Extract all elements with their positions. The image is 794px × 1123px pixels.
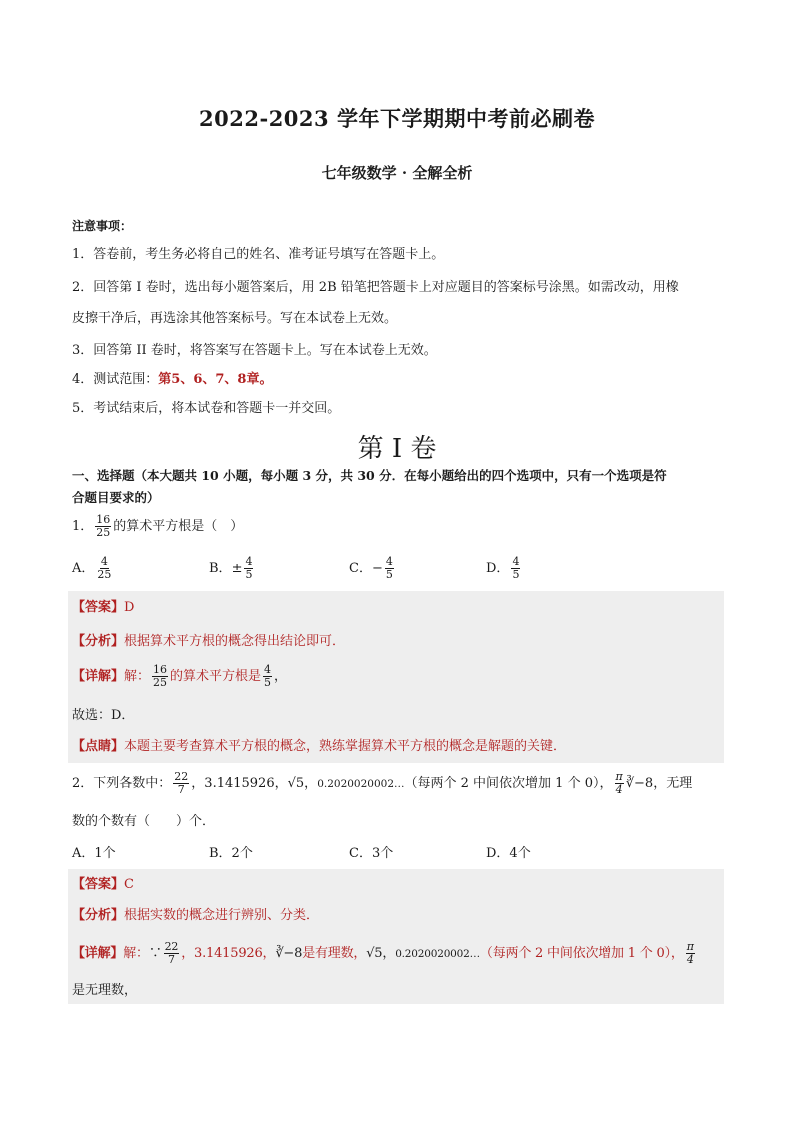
q2-detail-because: ∵ — [148, 946, 162, 961]
q2-frac-22-7-num: 22 — [174, 770, 189, 783]
q1-fraction-num: 16 — [96, 513, 111, 526]
q1-option-c-label: C． — [349, 561, 372, 576]
q1-stem — [72, 512, 243, 542]
q1-detail-frac2 — [263, 664, 272, 689]
section-heading-cont: 合题目要求的） — [72, 490, 160, 505]
q1-detail — [72, 662, 287, 692]
q2-detail-sqrt5: √5 — [366, 946, 383, 961]
q1-option-b — [209, 554, 255, 584]
q2-option-d: D．4个 — [486, 846, 531, 861]
q1-option-a-num: 4 — [100, 555, 108, 568]
q1-option-b-label: B． — [209, 561, 232, 576]
q2-answer — [72, 876, 134, 893]
notice-item-2: 2．回答第 I 卷时，选出每小题答案后，用 2B 铅笔把答题卡上对应题目的答案标号涂黑。如需改动，用橡 — [72, 280, 679, 295]
q2-stem-pre: 下列各数中： — [93, 776, 172, 791]
q1-fraction-den: 25 — [96, 526, 111, 539]
q2-detail-tag: 【详解】 — [72, 946, 124, 961]
q1-detail-tag: 【详解】 — [72, 669, 125, 684]
q1-detail-num: 16 — [153, 663, 168, 676]
q1-option-a-frac — [96, 556, 112, 581]
notice-item-5: 5．考试结束后，将本试卷和答题卡一并交回。 — [72, 401, 341, 416]
q1-option-a — [72, 554, 114, 584]
notice-item-4-label: 4．测试范围： — [72, 372, 159, 387]
q1-analysis-tag: 【分析】 — [72, 634, 125, 649]
q2-frac-pi-4 — [615, 771, 624, 796]
q1-option-d-frac — [511, 556, 520, 581]
q2-rep-note: （每两个 2 中间依次增加 1 个 0）， — [404, 776, 613, 791]
notice-item-2-cont: 皮擦干净后，再选涂其他答案标号。写在本试卷上无效。 — [72, 311, 398, 326]
test-scope: 第5、6、7、8章。 — [158, 372, 273, 387]
q1-option-d-label: D． — [486, 561, 510, 576]
q1-choose: 故选：D． — [72, 708, 135, 723]
page-subtitle: 七年级数学 · 全解全析 — [321, 164, 473, 182]
volume-heading: 第 I 卷 — [357, 434, 437, 464]
q1-number: 1． — [72, 519, 94, 534]
q1-option-b-frac — [244, 556, 253, 581]
q1-detail-mid: 的算术平方根是 — [170, 669, 262, 684]
q2-frac-pi-num: π — [615, 770, 623, 783]
q2-repeating-decimal: 0.2020020002… — [317, 778, 405, 790]
q2-frac-pi-den: 4 — [615, 783, 623, 796]
q2-option-b: B．2个 — [209, 846, 253, 861]
section-heading: 一、选择题（本大题共 10 小题，每小题 3 分，共 30 分．在每小题给出的四个选项中，只有一个选项是符 — [72, 468, 667, 483]
q1-detail-den2: 5 — [264, 676, 272, 689]
q2-detail-rational: 是有理数， — [302, 946, 367, 961]
q1-stem-text: 的算术平方根是（ ） — [113, 519, 244, 534]
q1-point-text: 本题主要考查算术平方根的概念，熟练掌握算术平方根的概念是解题的关键． — [124, 739, 567, 754]
q2-detail-cbrt: ∛−8 — [275, 946, 303, 961]
q2-n3: ， — [304, 776, 318, 791]
q2-number: 2． — [72, 776, 94, 791]
q2-analysis-text: 根据实数的概念进行辨别、分类． — [124, 908, 320, 923]
q1-point — [72, 738, 566, 755]
q2-frac-22-7-den: 7 — [177, 783, 185, 796]
notice-heading: 注意事项： — [72, 219, 133, 233]
q2-detail — [72, 938, 697, 970]
q2-detail-pi-num: π — [686, 940, 694, 953]
q1-option-d-den: 5 — [512, 568, 520, 581]
q2-detail-pi-den: 4 — [686, 953, 694, 966]
q1-option-a-den: 25 — [97, 568, 112, 581]
q2-detail-rep: 0.2020020002… — [395, 948, 480, 960]
q1-analysis-text: 根据算术平方根的概念得出结论即可． — [124, 634, 346, 649]
q1-option-b-prefix: ± — [231, 561, 243, 576]
q2-detail-line2: 是无理数， — [72, 983, 138, 998]
q1-detail-frac — [152, 664, 168, 689]
q1-answer-tag: 【答案】 — [72, 600, 125, 615]
q2-option-c: C．3个 — [349, 846, 394, 861]
q2-answer-value: C — [124, 877, 134, 892]
q1-point-tag: 【点睛】 — [72, 739, 125, 754]
q2-detail-frac-den: 7 — [168, 953, 175, 966]
q1-answer-value: D — [124, 600, 135, 615]
q1-option-c-frac — [385, 556, 394, 581]
q2-detail-frac-22-7 — [164, 941, 180, 966]
q2-detail-rep-note: （每两个 2 中间依次增加 1 个 0）， — [479, 946, 684, 961]
q1-option-d — [486, 554, 522, 584]
notice-item-3: 3．回答第 II 卷时，将答案写在答题卡上。写在本试卷上无效。 — [72, 343, 437, 358]
q1-fraction — [95, 514, 111, 539]
q1-option-b-num: 4 — [245, 555, 253, 568]
q1-detail-num2: 4 — [264, 663, 272, 676]
q2-n2: ，3.1415926， — [191, 776, 288, 791]
q2-frac-22-7 — [173, 771, 189, 796]
notice-item-4 — [72, 371, 272, 388]
q2-stem — [72, 768, 692, 800]
q1-option-a-label: A． — [72, 561, 95, 576]
q2-detail-frac-num: 22 — [164, 940, 179, 953]
q2-detail-mid: ，3.1415926， — [181, 946, 276, 961]
q2-detail-pre: 解： — [123, 946, 149, 961]
q2-analysis-tag: 【分析】 — [72, 908, 125, 923]
q2-stem-end: ，无理 — [653, 776, 693, 791]
q2-option-a: A．1个 — [72, 846, 116, 861]
q1-option-c — [349, 554, 396, 584]
q2-cbrt: ∛−8 — [625, 776, 654, 791]
q1-detail-pre: 解： — [124, 669, 151, 684]
page-title: 2022-2023 学年下学期期中考前必刷卷 — [199, 106, 595, 131]
q1-detail-end: ， — [274, 669, 288, 684]
q1-option-c-den: 5 — [385, 568, 393, 581]
q2-analysis — [72, 907, 319, 924]
q2-solution-box — [68, 869, 724, 1004]
q1-analysis — [72, 633, 345, 650]
q2-answer-tag: 【答案】 — [72, 877, 125, 892]
q2-stem-line2: 数的个数有（ ）个． — [72, 814, 216, 829]
q1-answer — [72, 599, 134, 616]
q1-detail-den: 25 — [153, 676, 168, 689]
q2-sqrt5: √5 — [287, 776, 305, 791]
q1-option-b-den: 5 — [245, 568, 253, 581]
q2-detail-frac-pi-4 — [686, 941, 695, 966]
q1-option-d-num: 4 — [512, 555, 520, 568]
notice-item-1: 1．答卷前，考生务必将自己的姓名、准考证号填写在答题卡上。 — [72, 247, 445, 262]
q1-option-c-prefix: − — [371, 561, 383, 576]
q1-option-c-num: 4 — [385, 555, 393, 568]
q2-detail-comma: ， — [382, 946, 396, 961]
